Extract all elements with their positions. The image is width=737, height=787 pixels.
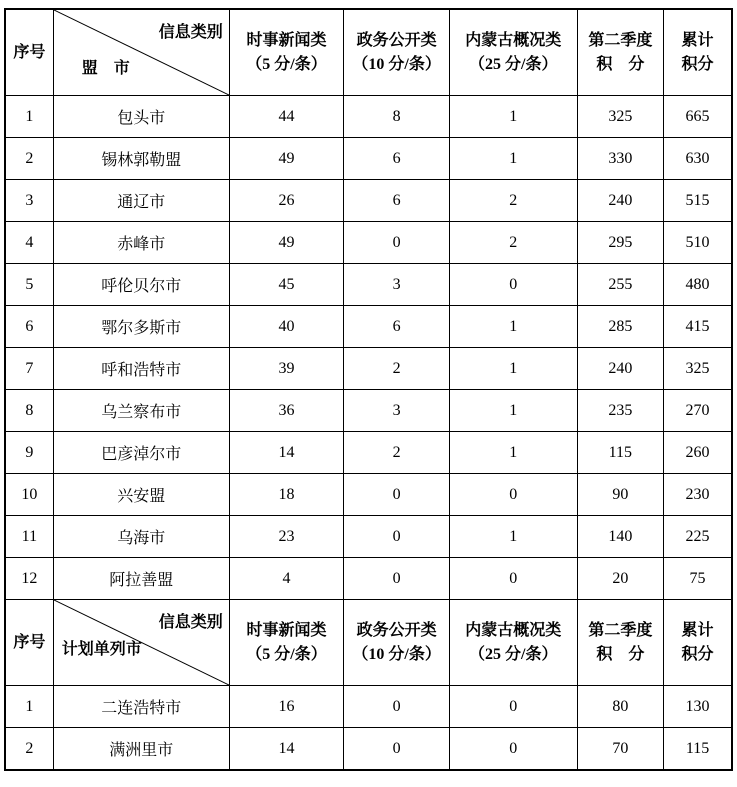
news-score-cell: 26 [229,180,344,222]
news-score-cell: 14 [229,432,344,474]
city-name-cell: 满洲里市 [53,728,229,771]
table-row [5,558,732,600]
news-col-header-line1: 时事新闻类 [246,32,327,50]
gov-score-cell: 0 [344,474,450,516]
table-row [5,264,732,306]
overview-score-cell: 1 [449,432,577,474]
quarter-score-cell: 115 [577,432,663,474]
gov-col-header-line1: 政务公开类 [356,32,437,50]
total-col-header-line2: 积分 [681,645,714,663]
total-score-cell: 325 [664,348,732,390]
serial-cell: 10 [5,474,53,516]
gov-col-header [344,9,450,96]
city-name-cell: 阿拉善盟 [53,558,229,600]
city-name-cell: 巴彦淖尔市 [53,432,229,474]
total-score-cell: 665 [664,96,732,138]
table-row [5,474,732,516]
total-score-cell: 270 [664,390,732,432]
city-name-cell: 呼伦贝尔市 [53,264,229,306]
quarter-score-cell: 325 [577,96,663,138]
news-score-cell: 40 [229,306,344,348]
gov-score-cell: 0 [344,516,450,558]
total-col-header [664,9,732,96]
quarter-score-cell: 140 [577,516,663,558]
quarter-score-cell: 90 [577,474,663,516]
serial-header: 序号 [5,9,53,96]
table-row [5,432,732,474]
news-score-cell: 23 [229,516,344,558]
quarter-score-cell: 20 [577,558,663,600]
overview-score-cell: 1 [449,348,577,390]
quarter-score-cell: 285 [577,306,663,348]
city-name-cell: 乌海市 [53,516,229,558]
overview-score-cell: 2 [449,180,577,222]
gov-score-cell: 0 [344,686,450,728]
gov-score-cell: 0 [344,558,450,600]
serial-header: 序号 [5,600,53,686]
news-score-cell: 14 [229,728,344,771]
overview-score-cell: 1 [449,306,577,348]
total-score-cell: 130 [664,686,732,728]
quarter-score-cell: 330 [577,138,663,180]
serial-cell: 8 [5,390,53,432]
table-row [5,96,732,138]
corner-header-planned [53,600,229,686]
serial-cell: 1 [5,686,53,728]
overview-score-cell: 1 [449,138,577,180]
quarter-col-header [577,9,663,96]
overview-col-header [449,9,577,96]
quarter-col-header-line1: 第二季度 [588,622,653,640]
overview-col-header [449,600,577,686]
total-score-cell: 260 [664,432,732,474]
quarter-col-header-line1: 第二季度 [588,32,653,50]
corner-top-label: 信息类别 [158,24,223,41]
news-score-cell: 49 [229,222,344,264]
serial-cell: 7 [5,348,53,390]
quarter-score-cell: 235 [577,390,663,432]
serial-cell: 6 [5,306,53,348]
total-score-cell: 230 [664,474,732,516]
news-score-cell: 44 [229,96,344,138]
news-col-header [229,600,344,686]
serial-cell: 12 [5,558,53,600]
corner-header-league [53,9,229,96]
total-score-cell: 75 [664,558,732,600]
total-score-cell: 515 [664,180,732,222]
corner-bottom-label: 计划单列市 [61,640,142,658]
city-name-cell: 二连浩特市 [53,686,229,728]
overview-score-cell: 1 [449,516,577,558]
overview-score-cell: 1 [449,390,577,432]
news-score-cell: 16 [229,686,344,728]
gov-score-cell: 8 [344,96,450,138]
total-score-cell: 115 [664,728,732,771]
serial-cell: 5 [5,264,53,306]
overview-col-header-line1: 内蒙古概况类 [465,622,562,640]
gov-score-cell: 6 [344,180,450,222]
table-row [5,138,732,180]
news-col-header-line2: （5 分/条） [246,55,327,73]
gov-col-header [344,600,450,686]
table-row [5,728,732,771]
quarter-score-cell: 255 [577,264,663,306]
table-row [5,686,732,728]
table-row [5,306,732,348]
city-name-cell: 呼和浩特市 [53,348,229,390]
quarter-score-cell: 70 [577,728,663,771]
city-name-cell: 兴安盟 [53,474,229,516]
overview-score-cell: 0 [449,558,577,600]
overview-col-header-line1: 内蒙古概况类 [465,32,562,50]
table-row [5,222,732,264]
header-row-planned [5,600,732,686]
overview-score-cell: 2 [449,222,577,264]
total-col-header-line1: 累计 [681,32,714,50]
quarter-col-header [577,600,663,686]
serial-cell: 2 [5,138,53,180]
corner-bottom-label: 盟 市 [81,59,130,77]
serial-cell: 3 [5,180,53,222]
quarter-score-cell: 240 [577,348,663,390]
gov-score-cell: 6 [344,306,450,348]
serial-cell: 2 [5,728,53,771]
gov-score-cell: 0 [344,222,450,264]
city-name-cell: 锡林郭勒盟 [53,138,229,180]
total-score-cell: 415 [664,306,732,348]
table-row [5,180,732,222]
total-col-header-line2: 积分 [681,55,714,73]
gov-score-cell: 3 [344,390,450,432]
gov-score-cell: 6 [344,138,450,180]
overview-score-cell: 1 [449,96,577,138]
table-row [5,348,732,390]
news-col-header [229,9,344,96]
quarter-col-header-line2: 积 分 [596,645,645,663]
serial-cell: 9 [5,432,53,474]
table-row [5,516,732,558]
gov-col-header-line1: 政务公开类 [356,622,437,640]
corner-top-label: 信息类别 [158,614,223,631]
overview-score-cell: 0 [449,686,577,728]
overview-score-cell: 0 [449,728,577,771]
header-row-league [5,9,732,96]
news-score-cell: 36 [229,390,344,432]
overview-score-cell: 0 [449,264,577,306]
quarter-score-cell: 240 [577,180,663,222]
total-score-cell: 480 [664,264,732,306]
city-name-cell: 赤峰市 [53,222,229,264]
city-name-cell: 乌兰察布市 [53,390,229,432]
gov-score-cell: 2 [344,432,450,474]
table-row [5,390,732,432]
gov-col-header-line2: （10 分/条） [352,645,441,663]
serial-cell: 4 [5,222,53,264]
news-score-cell: 49 [229,138,344,180]
city-name-cell: 通辽市 [53,180,229,222]
news-score-cell: 45 [229,264,344,306]
quarter-col-header-line2: 积 分 [596,55,645,73]
city-name-cell: 包头市 [53,96,229,138]
total-col-header [664,600,732,686]
overview-col-header-line2: （25 分/条） [469,645,558,663]
quarter-score-cell: 80 [577,686,663,728]
quarter-score-cell: 295 [577,222,663,264]
total-score-cell: 510 [664,222,732,264]
overview-score-cell: 0 [449,474,577,516]
score-table [4,8,733,771]
serial-cell: 11 [5,516,53,558]
total-score-cell: 225 [664,516,732,558]
overview-col-header-line2: （25 分/条） [469,55,558,73]
city-name-cell: 鄂尔多斯市 [53,306,229,348]
news-col-header-line1: 时事新闻类 [246,622,327,640]
news-col-header-line2: （5 分/条） [246,645,327,663]
news-score-cell: 4 [229,558,344,600]
total-col-header-line1: 累计 [681,622,714,640]
total-score-cell: 630 [664,138,732,180]
news-score-cell: 39 [229,348,344,390]
gov-score-cell: 2 [344,348,450,390]
serial-cell: 1 [5,96,53,138]
gov-score-cell: 3 [344,264,450,306]
gov-score-cell: 0 [344,728,450,771]
gov-col-header-line2: （10 分/条） [352,55,441,73]
news-score-cell: 18 [229,474,344,516]
